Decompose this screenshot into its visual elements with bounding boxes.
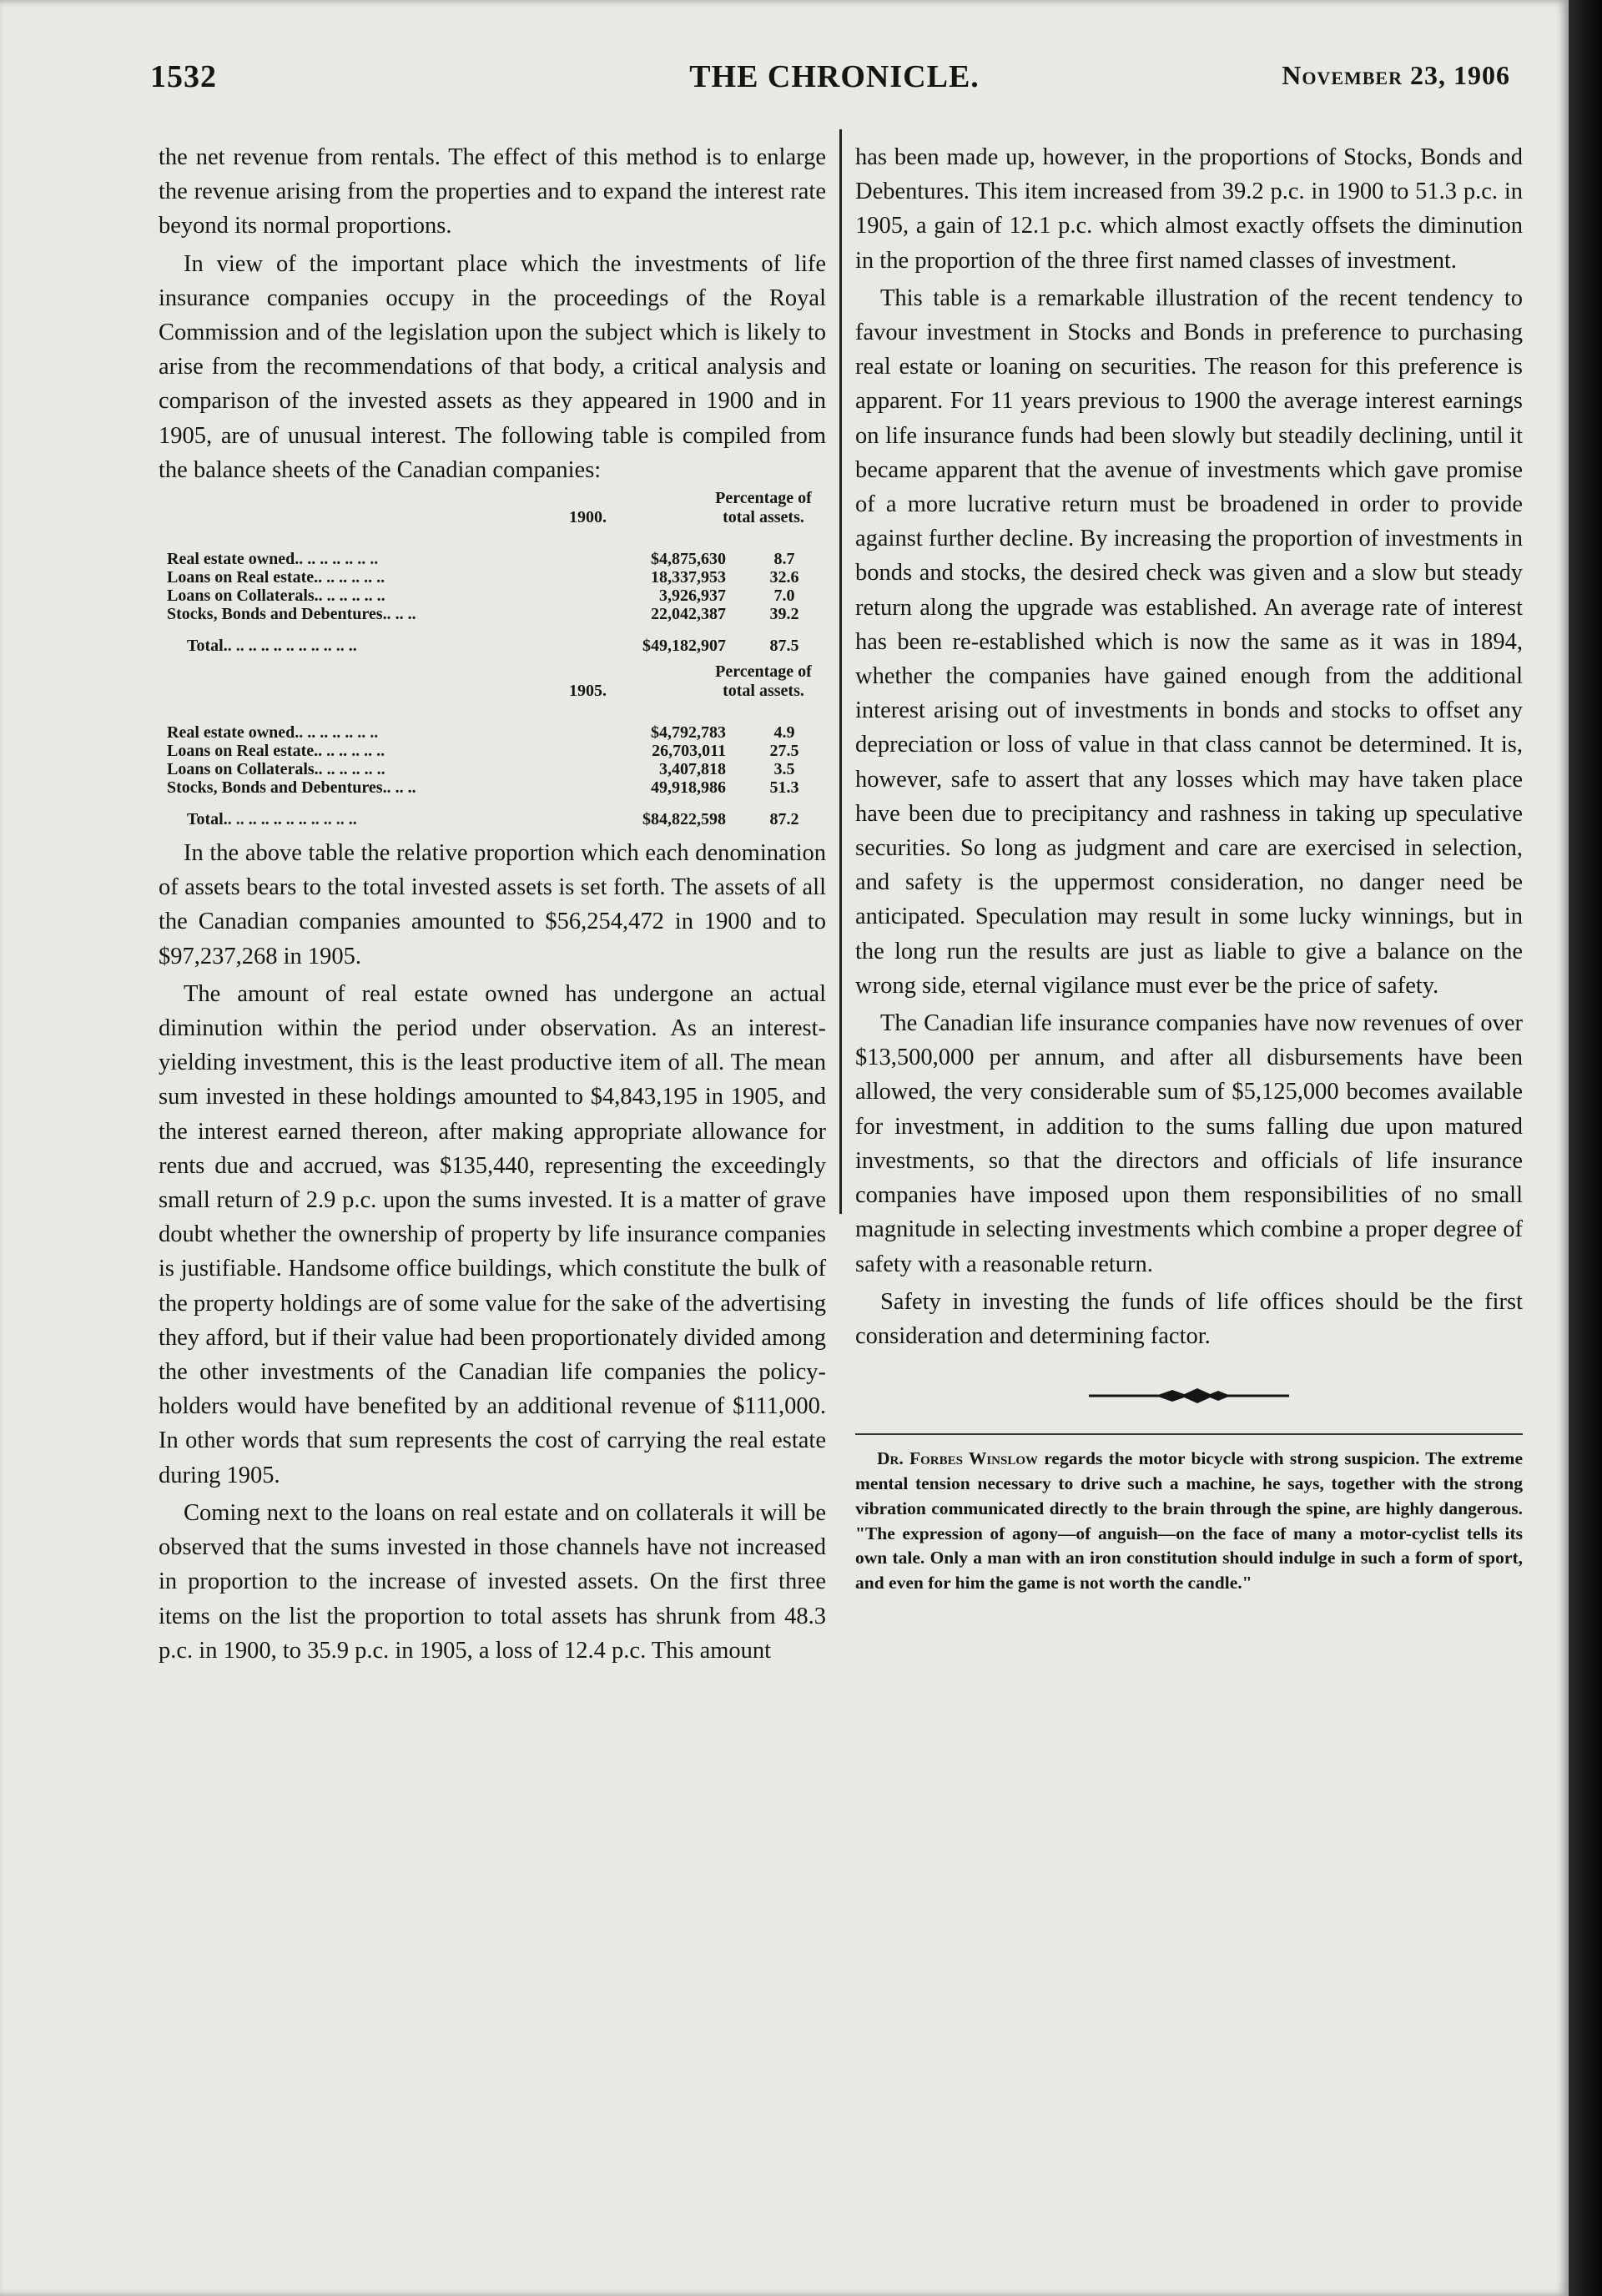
table-row [159,761,826,779]
table-year: 1905. [569,682,607,701]
table-row [159,743,826,761]
row-amount: $4,875,630 [651,550,726,569]
paragraph: In the above table the relative proportion which each denomination of assets bears to the total invested assets is set forth. The assets of all the Canadian companies amounted to $56,254,472 in 1900 and to $97,237,268 in 1905. [159,840,826,969]
row-amount: $4,792,783 [651,723,726,743]
note-lead: Dr. Forbes Winslow [877,1448,1039,1469]
row-label: Loans on Collaterals.. .. .. .. .. .. [167,760,385,779]
percentage-header: Percentage of total assets. [715,489,812,527]
paragraph: has been made up, however, in the proportions of Stocks, Bonds and Debentures. This item increased from 39.2 p.c. in 1900 to 51.3 p.c. in 1905, a gain of 12.1 p.c. which almost exactly offsets the diminution in the proportion of the three first named classes of investment. [855,144,1523,274]
row-label: Real estate owned.. .. .. .. .. .. .. [167,723,379,743]
column-divider [839,129,842,1214]
table-year: 1900. [569,508,607,527]
ornament-divider-icon [1089,1383,1289,1408]
total-amount: $84,822,598 [642,810,726,829]
issue-date: November 23, 1906 [1282,60,1510,90]
paragraph: In view of the important place which the investments of life insurance companies occupy in the proceedings of the Royal Commission and of the legislation upon the subject which is likely to arise from the recommendations of that body, a critical analysis and comparison of the invested assets as they appeared in 1900 and in 1905, are of unusual interest. The following table is compiled from the balance sheets of the Canadian companies: [159,250,826,483]
table-row [159,779,826,798]
total-percent: 87.2 [769,810,799,829]
left-column [159,140,826,1668]
table-header [159,662,826,724]
row-percent: 4.9 [773,723,795,743]
paragraph: The Canadian life insurance companies have now revenues of over $13,500,000 per annum, and after all disbursements have been allowed, the very considerable sum of $5,125,000 becomes available for investment, in addition to the sums falling due upon matured investments, so that the directors and officials of life insurance companies have imposed upon them responsibilities of no small magnitude in selecting investments which combine a proper degree of safety with a reasonable return. [855,1010,1523,1277]
paragraph: This table is a remarkable illustration of the recent tendency to favour investment in Stocks and Bonds in preference to purchasing real estate or loaning on securities. The reason for this preference is apparent. For 11 years previous to 1900 the average interest earnings on life insurance funds had been slowly but steadily declining, until it became apparent that the avenue of investments which gave promise of a more lucrative return must be broadened in order to provide against further decline. By increasing the proportion of investments in bonds and stocks, the desired check was given and a slow but steady return along the upgrade was established. An average rate of interest has been re-established which is now the same as it was in 1894, whether the companies have gained enough from the additional interest arising out of investments in bonds and stocks to offset any depreciation or loss of value in that class cannot be determined. It is, however, safe to assert that any losses which may have taken place have been due to precipitancy and rashness in taking up speculative securities. So long as judgment and care are exercised in selection, and safety is the uppermost consideration, no danger need be anticipated. Speculation may result in some lucky winnings, but in the long run the results are just as liable to give a balance on the wrong side, eternal vigilance must ever be the price of safety. [855,284,1523,999]
right-column [855,140,1523,1596]
percentage-header: Percentage of total assets. [715,662,812,701]
total-amount: $49,182,907 [642,637,726,656]
row-amount: 22,042,387 [651,605,726,624]
paragraph: The amount of real estate owned has undergone an actual diminution within the period under observation. As an interest-yielding investment, this is the least productive item of all. The mean sum invested in these holdings amounted to $4,843,195 in 1905, and the interest earned thereon, after making appropriate allowance for rents due and accrued, was $135,440, representing the exceedingly small return of 2.9 p.c. upon the sums invested. It is a matter of grave doubt whether the ownership of property by life insurance companies is justifiable. Handsome office buildings, which constitute the bulk of the property holdings are of some value for the sake of the advertising they afford, but if their value had been proportionately divided among the other investments of the Canadian life companies the policy-holders would have benefited by an additional revenue of $111,000. In other words that sum represents the cost of carrying the real estate during 1905. [159,980,826,1488]
paragraph: the net revenue from rentals. The effect of this method is to enlarge the revenue arising from the properties and to expand the interest rate beyond its normal proportions. [159,144,826,239]
row-percent: 39.2 [769,605,799,624]
note-separator [855,1433,1523,1435]
row-label: Loans on Real estate.. .. .. .. .. .. [167,568,385,587]
note-body: regards the motor bicycle with strong suspicion. The extreme mental tension necessary to drive such a machine, he says, together with the strong vibration communicated directly to the brain through the spine, are highly dangerous. "The expression of agony—of anguish—on the face of many a motor-cyclist tells its own tale. Only a man with an iron constitution should indulge in such a form of sport, and even for him the game is not worth the candle." [855,1448,1523,1594]
page-header [150,58,1519,108]
table-header [159,489,826,551]
page-edge [1569,0,1602,2296]
row-percent: 51.3 [769,778,799,798]
section-ornament [855,1372,1523,1422]
table-row [159,606,826,624]
table-row [159,569,826,587]
paragraph: Coming next to the loans on real estate and on collaterals it will be observed that the sums invested in those channels have not increased in proportion to the increase of invested assets. On the first three items on the list the proportion to total assets has shrunk from 48.3 p.c. in 1900, to 35.9 p.c. in 1905, a loss of 12.4 p.c. This amount [159,1499,826,1664]
table-row [159,587,826,606]
table-total-row [159,637,826,659]
row-label: Real estate owned.. .. .. .. .. .. .. [167,550,379,569]
table-row [159,551,826,569]
total-label: Total.. .. .. .. .. .. .. .. .. .. .. [187,810,357,829]
news-note [855,1447,1523,1596]
assets-table-1905 [159,662,826,833]
table-total-row [159,811,826,833]
row-amount: 26,703,011 [652,742,726,761]
row-label: Stocks, Bonds and Debentures.. .. .. [167,605,416,624]
row-percent: 32.6 [769,568,799,587]
row-percent: 7.0 [773,587,795,606]
row-amount: 3,926,937 [659,587,726,606]
page-number: 1532 [150,59,217,94]
assets-table-1900 [159,489,826,659]
row-percent: 27.5 [769,742,799,761]
table-row [159,724,826,743]
total-label: Total.. .. .. .. .. .. .. .. .. .. .. [187,637,357,656]
row-amount: 3,407,818 [659,760,726,779]
row-percent: 3.5 [773,760,795,779]
row-label: Loans on Collaterals.. .. .. .. .. .. [167,587,385,606]
newspaper-title: THE CHRONICLE. [689,59,980,94]
row-label: Stocks, Bonds and Debentures.. .. .. [167,778,416,798]
row-amount: 18,337,953 [651,568,726,587]
paragraph: Safety in investing the funds of life offices should be the first consideration and determining factor. [855,1288,1523,1349]
row-percent: 8.7 [773,550,795,569]
row-amount: 49,918,986 [651,778,726,798]
total-percent: 87.5 [769,637,799,656]
row-label: Loans on Real estate.. .. .. .. .. .. [167,742,385,761]
